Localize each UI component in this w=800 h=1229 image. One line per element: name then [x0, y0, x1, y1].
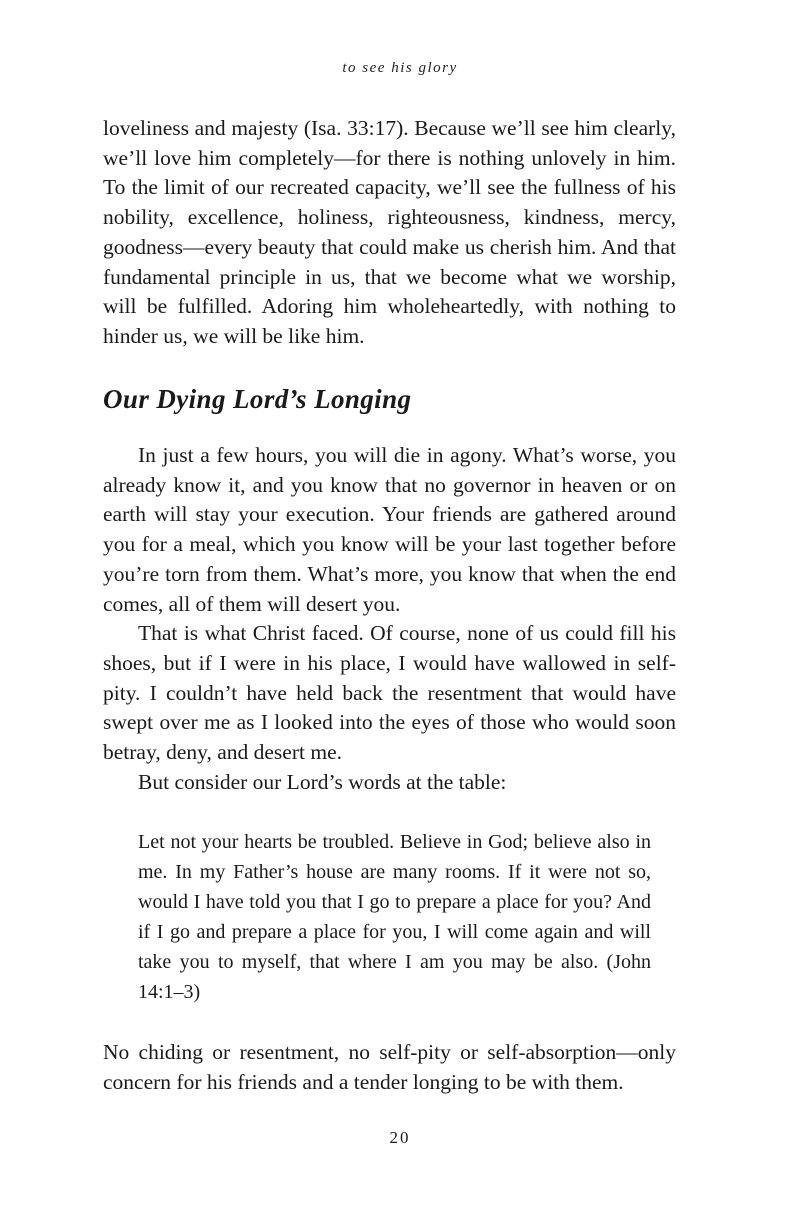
body-paragraph: That is what Christ faced. Of course, none of us could fill his shoes, but if I were in his place, I would have wallowed in self-pity. I couldn’t have held back the resentment that would have swept over me as I looked into the eyes of those who would soon betray, deny, and desert me.: [103, 621, 676, 765]
section-heading: Our Dying Lord’s Longing: [103, 384, 412, 414]
opening-paragraph: loveliness and majesty (Isa. 33:17). Because we’ll see him clearly, we’ll love him completely—for there is nothing unlovely in him. To the limit of our recreated capacity, we’ll see the fullness of his nobility, excellence, holiness, righteousness, kindness, mercy, goodness—every beauty that could make us cherish him. And that fundamental principle in us, that we become what we worship, will be fulfilled. Adoring him wholeheartedly, with nothing to hinder us, we will be like him.: [103, 116, 676, 348]
opening-text-block: [103, 114, 676, 352]
body-paragraph: But consider our Lord’s words at the table:: [138, 769, 507, 794]
body-paragraph: In just a few hours, you will die in agony. What’s worse, you already know it, and you know that no governor in heaven or on earth will stay your execution. Your friends are gathered around you for a meal, which you know will be your last together before you’re torn from them. What’s more, you know that when the end comes, all of them will desert you.: [103, 443, 676, 616]
running-head: to see his glory: [342, 60, 458, 76]
closing-text-block: [103, 1038, 676, 1097]
scripture-block-quote: Let not your hearts be troubled. Believe in God; believe also in me. In my Father’s house are many rooms. If it were not so, would I have told you that I go to prepare a place for you? And if I go and prepare a place for you, I will come again and will take you to myself, that where I am you may be also. (John 14:1–3): [138, 831, 651, 1003]
page-number: 20: [389, 1128, 411, 1147]
body-text-block: [103, 441, 676, 797]
closing-paragraph: No chiding or resentment, no self-pity or self-absorption—only concern for his friends and a tender longing to be with them.: [103, 1040, 676, 1094]
